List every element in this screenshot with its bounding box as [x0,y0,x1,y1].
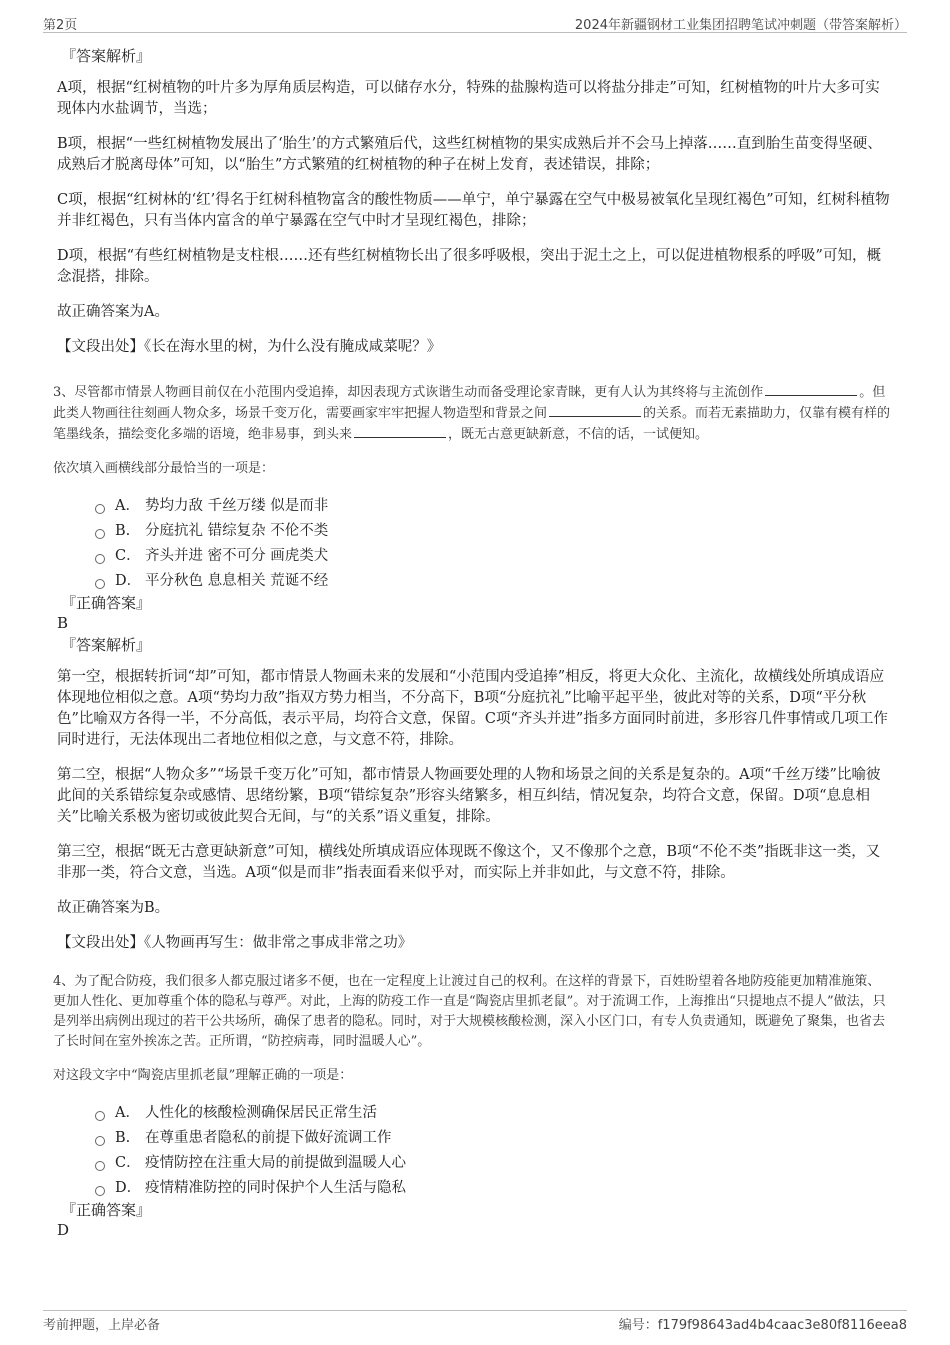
option-key: C． [115,1154,141,1171]
question-3 [53,382,893,954]
option-text: 人性化的核酸检测确保居民正常生活 [145,1104,377,1121]
radio-icon[interactable] [95,504,105,514]
stem-text: 。但此类人物画往往刻画人物众多，场景千变万化，需要画家牢牢把握人物造型和背景之间 [53,385,886,421]
analysis-conclusion: 故正确答案为B。 [57,900,170,916]
option-text: 疫情精准防控的同时保护个人生活与隐私 [145,1179,406,1196]
question-stem [53,382,893,445]
analysis-paragraph: 第一空，根据转折词“却”可知，都市情景人物画未来的发展和“小范围内受追捧”相反，将更大众化、主流化，故横线处所填成语应体现地位相似之意。A项“势均力敌”指双方势力相当，不分高下，B项“分庭抗礼”比喻平起平坐，彼此对等的关系，D项“平分秋色”比喻双方各得一半，不分高低，表示平局，均符合文意，保留。C项“齐头并进”指多方面同时前进，多形容几件事情或几项工作同时进行，无法体现出二者地位相似之意，与文意不符，排除。 [57,669,888,748]
question-2-analysis [57,46,893,358]
option-c[interactable] [95,543,893,568]
correct-answer: D [57,1221,70,1239]
option-c[interactable] [95,1150,893,1175]
option-text: 疫情防控在注重大局的前提做到温暖人心 [145,1154,406,1171]
correct-answer-label: 『正确答案』 [61,1201,152,1219]
option-d[interactable] [95,568,893,593]
analysis-label: 『答案解析』 [61,47,152,65]
analysis-paragraph: B项，根据“一些红树植物发展出了‘胎生’的方式繁殖后代，这些红树植物的果实成熟后并不会马上掉落……直到胎生苗变得坚硬、成熟后才脱离母体”可知，以“胎生”方式繁殖的红树植物的种子在树上发育，表述错误，排除； [57,136,882,173]
option-key: D． [115,1179,142,1196]
option-text: 势均力敌 千丝万缕 似是而非 [145,497,329,514]
radio-icon[interactable] [95,529,105,539]
page-number: 第2页 [43,18,78,33]
option-text: 齐头并进 密不可分 画虎类犬 [145,547,329,564]
source-citation: 【文段出处】《人物画再写生：做非常之事成非常之功》 [57,935,413,951]
stem-text: ，既无古意更缺新意，不信的话，一试便知。 [448,427,709,442]
option-key: A． [115,1104,140,1121]
page-footer [43,1310,907,1333]
fill-blank [765,382,857,396]
analysis-paragraph: A项，根据“红树植物的叶片多为厚角质层构造，可以储存水分，特殊的盐腺构造可以将盐分排走”可知，红树植物的叶片大多可实现体内水盐调节，当选； [57,80,880,117]
radio-icon[interactable] [95,554,105,564]
stem-text: 3、尽管都市情景人物画目前仅在小范围内受追捧，却因表现方式诙谐生动而备受理论家青睐，更有人认为其终将与主流创作 [53,385,764,400]
analysis-paragraph: D项，根据“有些红树植物是支柱根……还有些红树植物长出了很多呼吸根，突出于泥土之上，可以促进植物根系的呼吸”可知，概念混搭，排除。 [57,248,881,285]
option-list [95,1100,893,1200]
question-prompt: 依次填入画横线部分最恰当的一项是： [53,461,275,476]
option-key: B. [115,1129,131,1146]
question-4 [53,972,893,1240]
document-body [53,46,893,1240]
option-text: 在尊重患者隐私的前提下做好流调工作 [145,1129,392,1146]
radio-icon[interactable] [95,1161,105,1171]
footer-slogan: 考前押题，上岸必备 [43,1318,161,1333]
analysis-paragraph: 第二空，根据“人物众多”“场景千变万化”可知，都市情景人物画要处理的人物和场景之间的关系是复杂的。A项“千丝万缕”比喻彼此间的关系错综复杂或感情、思绪纷繁，B项“错综复杂”形容头绪繁多，相互纠结，情况复杂，均符合文意，保留。D项“息息相关”比喻关系极为密切或彼此契合无间，与“的关系”语义重复，排除。 [57,767,881,825]
source-citation: 【文段出处】《长在海水里的树，为什么没有腌成咸菜呢？》 [57,339,442,355]
option-b[interactable] [95,1125,893,1150]
stem-text: 的关系。而若无素描助力，仅靠有模有样的笔墨线条，描绘变化多端的语境，绝非易事，到头来 [53,406,891,442]
document-title: 2024年新疆钢材工业集团招聘笔试冲刺题（带答案解析） [574,18,907,33]
analysis-conclusion: 故正确答案为A。 [57,304,169,320]
question-prompt: 对这段文字中“陶瓷店里抓老鼠”理解正确的一项是： [53,1068,353,1083]
option-a[interactable] [95,493,893,518]
option-list [95,493,893,593]
option-b[interactable] [95,518,893,543]
document-id: 编号：f179f98643ad4b4caac3e80f8116eea8 [618,1318,907,1333]
option-key: C． [115,547,141,564]
radio-icon[interactable] [95,1186,105,1196]
question-stem: 4、为了配合防疫，我们很多人都克服过诸多不便，也在一定程度上让渡过自己的权利。在这样的背景下，百姓盼望着各地防疫能更加精准施策、更加人性化、更加尊重个体的隐私与尊严。对此，上海的防疫工作一直是“陶瓷店里抓老鼠”。对于流调工作，上海推出“只提地点不提人”做法，只是列举出病例出现过的若干公共场所，确保了患者的隐私。同时，对于大规模核酸检测，深入小区门口，有专人负责通知，既避免了聚集，也省去了长时间在室外挨冻之苦。正所谓，“防控病毒，同时温暖人心”。 [53,974,886,1049]
option-a[interactable] [95,1100,893,1125]
radio-icon[interactable] [95,1136,105,1146]
page-header [43,12,907,33]
option-text: 分庭抗礼 错综复杂 不伦不类 [145,522,329,539]
option-key: D． [115,572,142,589]
analysis-label: 『答案解析』 [61,636,152,654]
fill-blank [549,403,641,417]
option-key: B. [115,522,131,539]
analysis-paragraph: 第三空，根据“既无古意更缺新意”可知，横线处所填成语应体现既不像这个，又不像那个之意，B项“不伦不类”指既非这一类，又非那一类，符合文意，当选。A项“似是而非”指表面看来似乎对，而实际上并非如此，与文意不符，排除。 [57,844,881,881]
option-key: A． [115,497,140,514]
fill-blank [354,424,446,438]
analysis-paragraph: C项，根据“红树林的‘红’得名于红树科植物富含的酸性物质——单宁，单宁暴露在空气中极易被氧化呈现红褐色”可知，红树科植物并非红褐色，只有当体内富含的单宁暴露在空气中时才呈现红褐色，排除； [57,192,890,229]
radio-icon[interactable] [95,1111,105,1121]
correct-answer: B [57,614,69,632]
radio-icon[interactable] [95,579,105,589]
option-text: 平分秋色 息息相关 荒诞不经 [145,572,329,589]
correct-answer-label: 『正确答案』 [61,594,152,612]
option-d[interactable] [95,1175,893,1200]
